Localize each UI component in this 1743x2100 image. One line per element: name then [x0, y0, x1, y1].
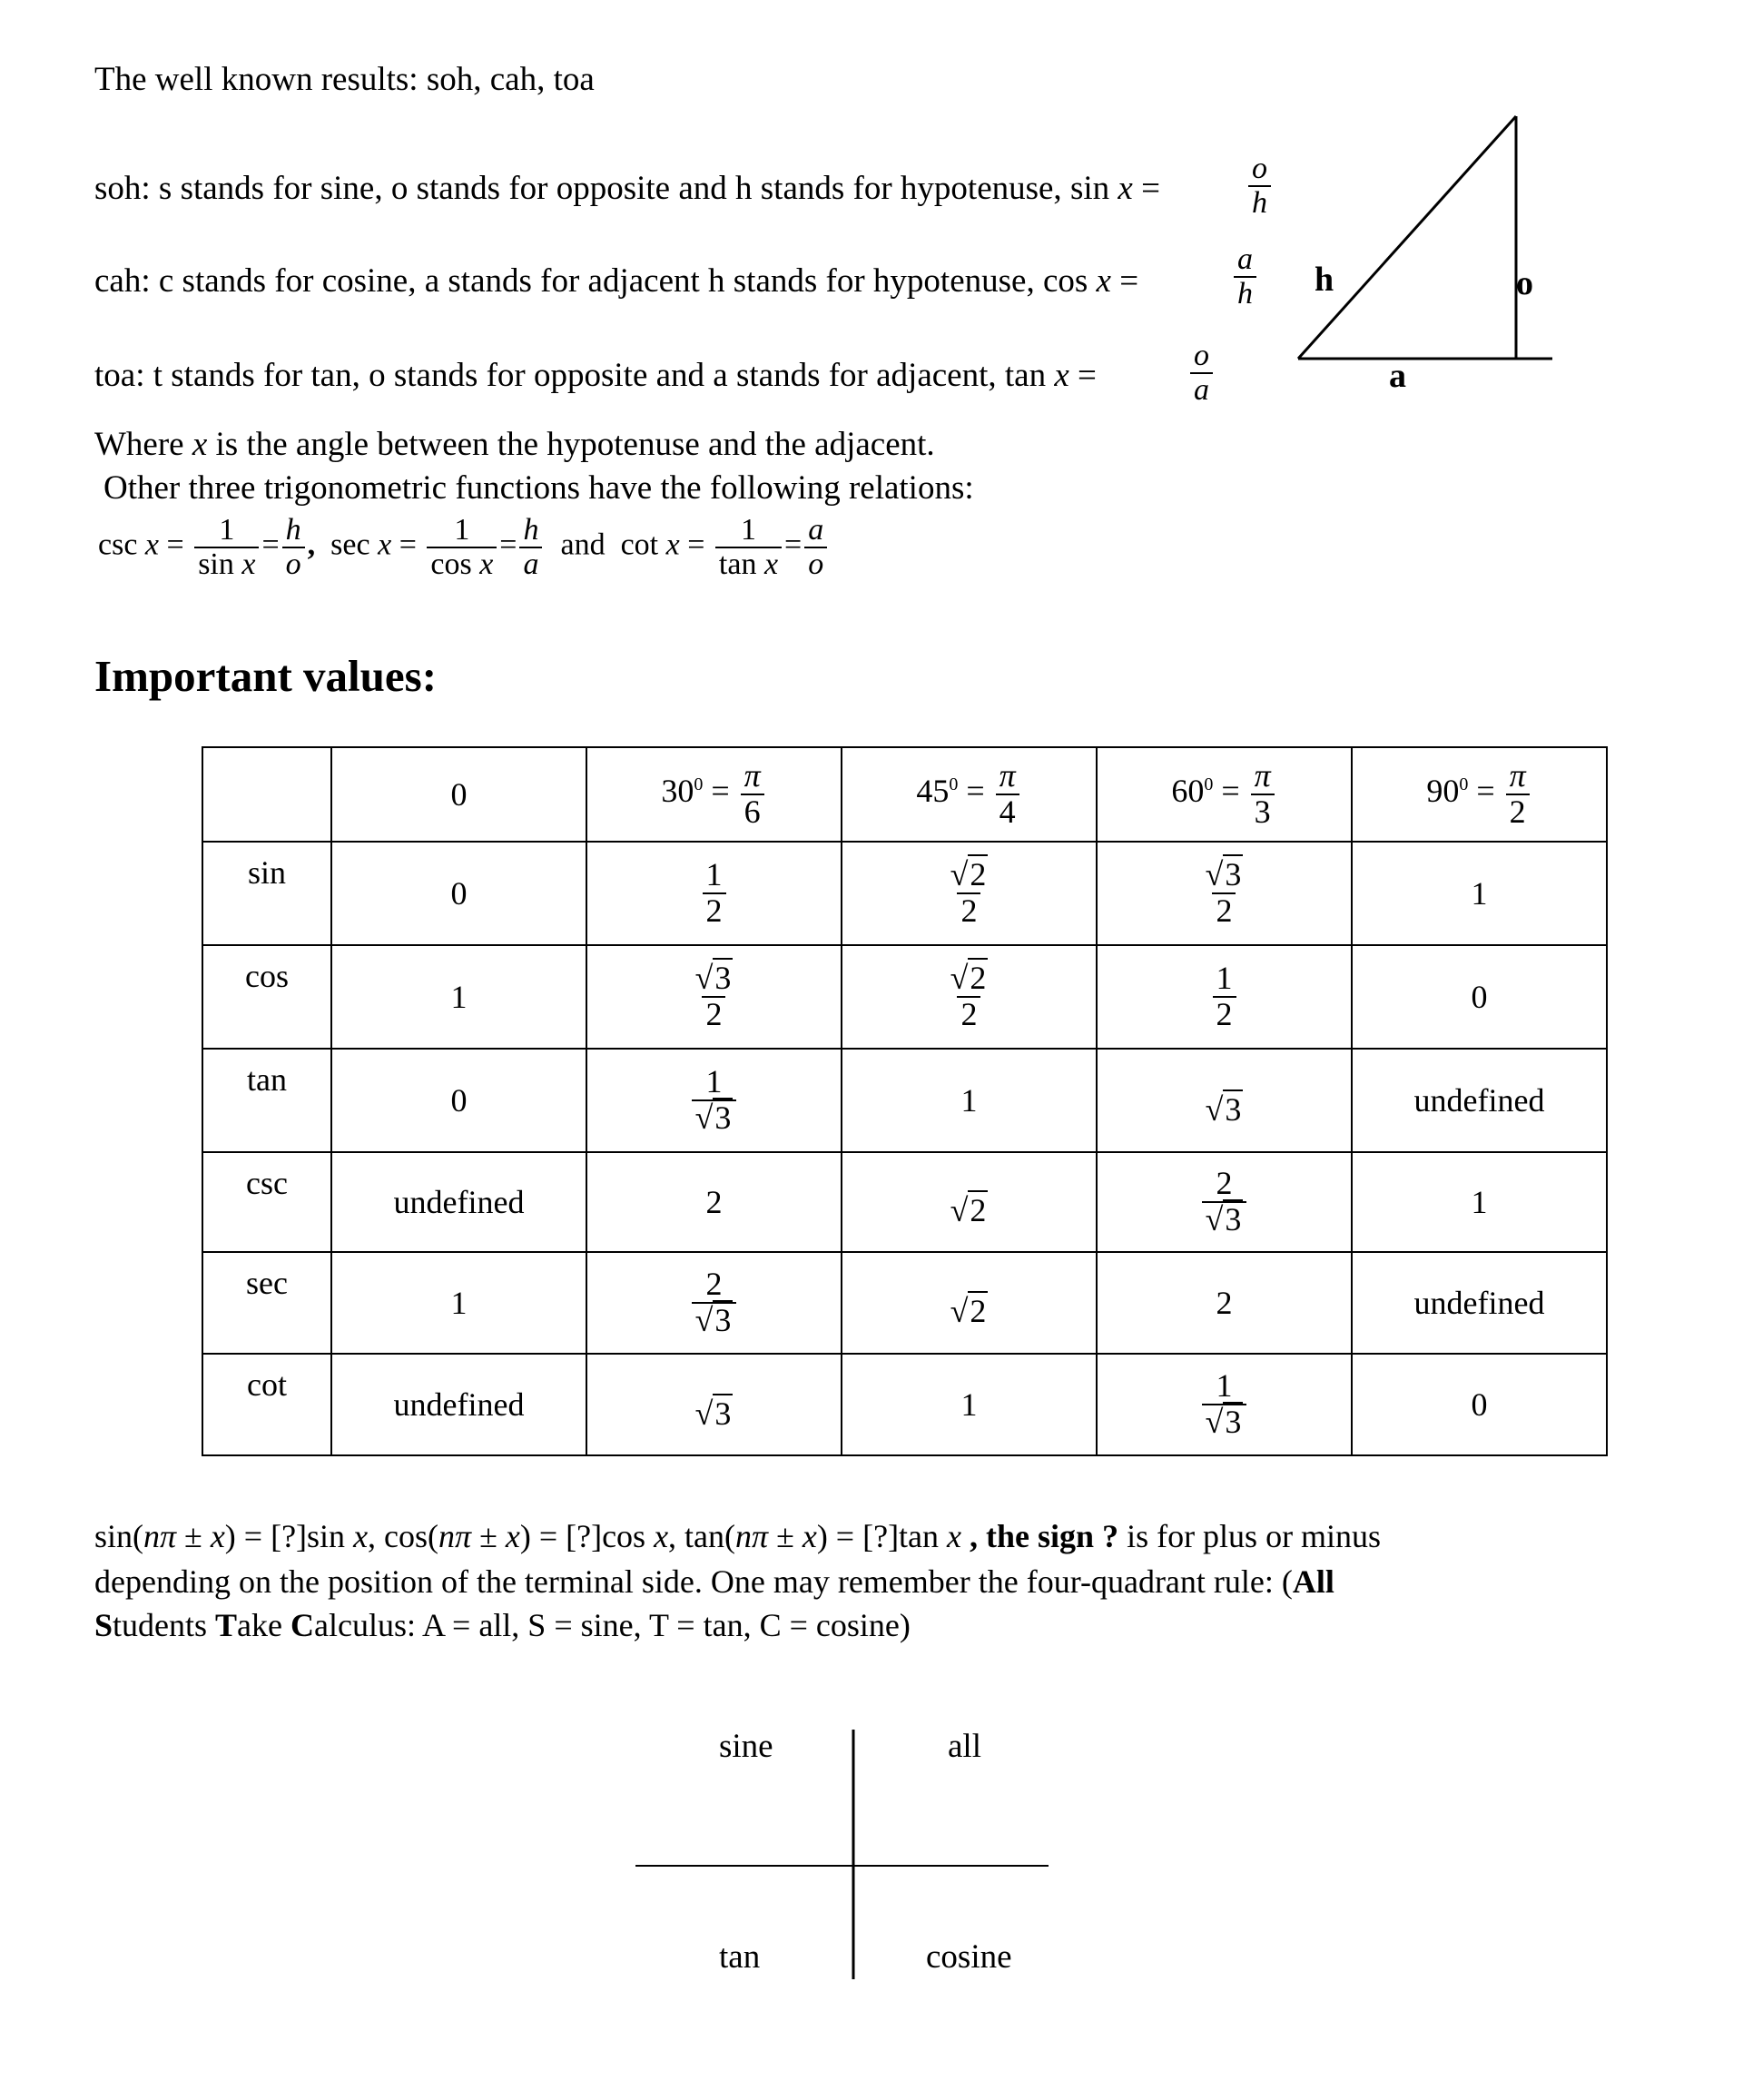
quadrant-sine: sine — [719, 1728, 773, 1765]
row-label-cos: cos — [202, 945, 331, 1049]
triangle-label-h: h — [1315, 261, 1334, 299]
header-45: $45^0$ = $\frac{\pi}{4}$ — [842, 747, 1097, 842]
rule-tail: , the sign — [961, 1518, 1103, 1554]
cell: $\frac{√3}{2}$ — [1097, 842, 1352, 945]
row-label-cot: cot — [202, 1354, 331, 1455]
cell: 2 — [1097, 1252, 1352, 1354]
rule-q: ? — [1102, 1518, 1119, 1554]
trig-values-table — [202, 746, 1608, 1456]
soh-text: soh: s stands for sine, o stands for opposite and h stands for hypotenuse, — [94, 170, 1062, 207]
reciprocal-relations: csc x = $\frac{1}{\text{sin x}}$ = $\frac{h}{o}$ , sec x = $\frac{1}{\text{cos x}}$ = $\frac{h}{a}$ and cot x = $\frac{1}{\text{tan x}}$ = $\frac{a}{o}$ — [98, 514, 830, 580]
cah-text: cah: c stands for cosine, a stands for adjacent h stands for hypotenuse, — [94, 262, 1035, 300]
soh-fraction: $\frac{o}{h}$ — [1246, 153, 1274, 219]
where-pre: Where — [94, 426, 192, 463]
cell: 0 — [331, 842, 586, 945]
header-0: 0 — [331, 747, 586, 842]
other-functions-line: Other three trigonometric functions have the following relations: — [103, 469, 974, 507]
cell: 1 — [1352, 842, 1607, 945]
cell: 1 — [331, 1252, 586, 1354]
row-label-sin: sin — [202, 842, 331, 945]
cell: √3 — [586, 1354, 842, 1455]
cell: undefined — [1352, 1252, 1607, 1354]
cell: undefined — [331, 1152, 586, 1252]
cell: 0 — [1352, 1354, 1607, 1455]
cell: $\frac{√2}{2}$ — [842, 945, 1097, 1049]
quadrant-all: all — [948, 1728, 981, 1765]
toa-fraction: $\frac{o}{a}$ — [1187, 340, 1216, 406]
and-word: and — [560, 527, 606, 562]
cell: √2 — [842, 1252, 1097, 1354]
cell: $\frac{1}{2}$ — [586, 842, 842, 945]
table-row — [202, 945, 1607, 1049]
cell: $\frac{1}{√3}$ — [1097, 1354, 1352, 1455]
right-triangle-diagram — [1289, 109, 1580, 399]
header-30: $30^0$ = $\frac{\pi}{6}$ — [586, 747, 842, 842]
row-label-tan: tan — [202, 1049, 331, 1152]
cell: √2 — [842, 1152, 1097, 1252]
cell: undefined — [1352, 1049, 1607, 1152]
header-corner — [202, 747, 331, 842]
table-row — [202, 1354, 1607, 1455]
cell: $\frac{1}{2}$ — [1097, 945, 1352, 1049]
cos-formula: cos x = — [1042, 262, 1139, 300]
header-60: $60^0$ = $\frac{\pi}{3}$ — [1097, 747, 1352, 842]
where-var: x — [192, 426, 208, 463]
toa-line — [94, 356, 1097, 396]
cah-fraction: $\frac{a}{h}$ — [1231, 243, 1259, 310]
table-row — [202, 1252, 1607, 1354]
cell: 1 — [1352, 1152, 1607, 1252]
where-post: is the angle between the hypotenuse and the adjacent. — [207, 426, 935, 463]
sign-rule-line3: Students Take Calculus: A = all, S = sine, T = tan, C = cosine) — [94, 1607, 911, 1643]
sign-rule-line2: depending on the position of the terminal side. One may remember the four-quadrant rule: (All — [94, 1563, 1334, 1600]
cah-line — [94, 261, 1138, 301]
tan-formula: tan x = — [1004, 357, 1097, 394]
table-header-row — [202, 747, 1607, 842]
important-values-heading: Important values: — [94, 651, 438, 701]
cell: 1 — [331, 945, 586, 1049]
intro-title: The well known results: soh, cah, toa — [94, 61, 595, 98]
cell: √3 — [1097, 1049, 1352, 1152]
cell: $\frac{√2}{2}$ — [842, 842, 1097, 945]
where-line — [94, 425, 935, 465]
table-row — [202, 1049, 1607, 1152]
cell: 2 — [586, 1152, 842, 1252]
cell: undefined — [331, 1354, 586, 1455]
row-label-csc: csc — [202, 1152, 331, 1252]
cell: $\frac{2}{√3}$ — [586, 1252, 842, 1354]
triangle-label-a: a — [1389, 357, 1406, 395]
triangle-label-o: o — [1516, 264, 1533, 302]
table-row — [202, 1152, 1607, 1252]
quadrant-tan: tan — [719, 1938, 761, 1976]
rule-end: is for plus or minus — [1118, 1518, 1382, 1554]
cell: 1 — [842, 1354, 1097, 1455]
quadrant-cosine: cosine — [926, 1938, 1012, 1976]
hypotenuse-line — [1298, 116, 1516, 359]
cell: $\frac{2}{√3}$ — [1097, 1152, 1352, 1252]
cell: $\frac{√3}{2}$ — [586, 945, 842, 1049]
toa-text: toa: t stands for tan, o stands for opposite and a stands for adjacent, — [94, 357, 997, 394]
header-90: $90^0$ = $\frac{\pi}{2}$ — [1352, 747, 1607, 842]
soh-line — [94, 169, 1160, 209]
cell: 0 — [331, 1049, 586, 1152]
cell: 0 — [1352, 945, 1607, 1049]
row-label-sec: sec — [202, 1252, 331, 1354]
table-row — [202, 842, 1607, 945]
sign-rule-line1: sin(nπ ± x) = [?]sin x, cos(nπ ± x) = [?]cos x, tan(nπ ± x) = [?]tan x , the sign ? is for plus or minus — [94, 1518, 1382, 1554]
cell: $\frac{1}{√3}$ — [586, 1049, 842, 1152]
cell: 1 — [842, 1049, 1097, 1152]
sin-formula: sin x = — [1069, 170, 1160, 207]
